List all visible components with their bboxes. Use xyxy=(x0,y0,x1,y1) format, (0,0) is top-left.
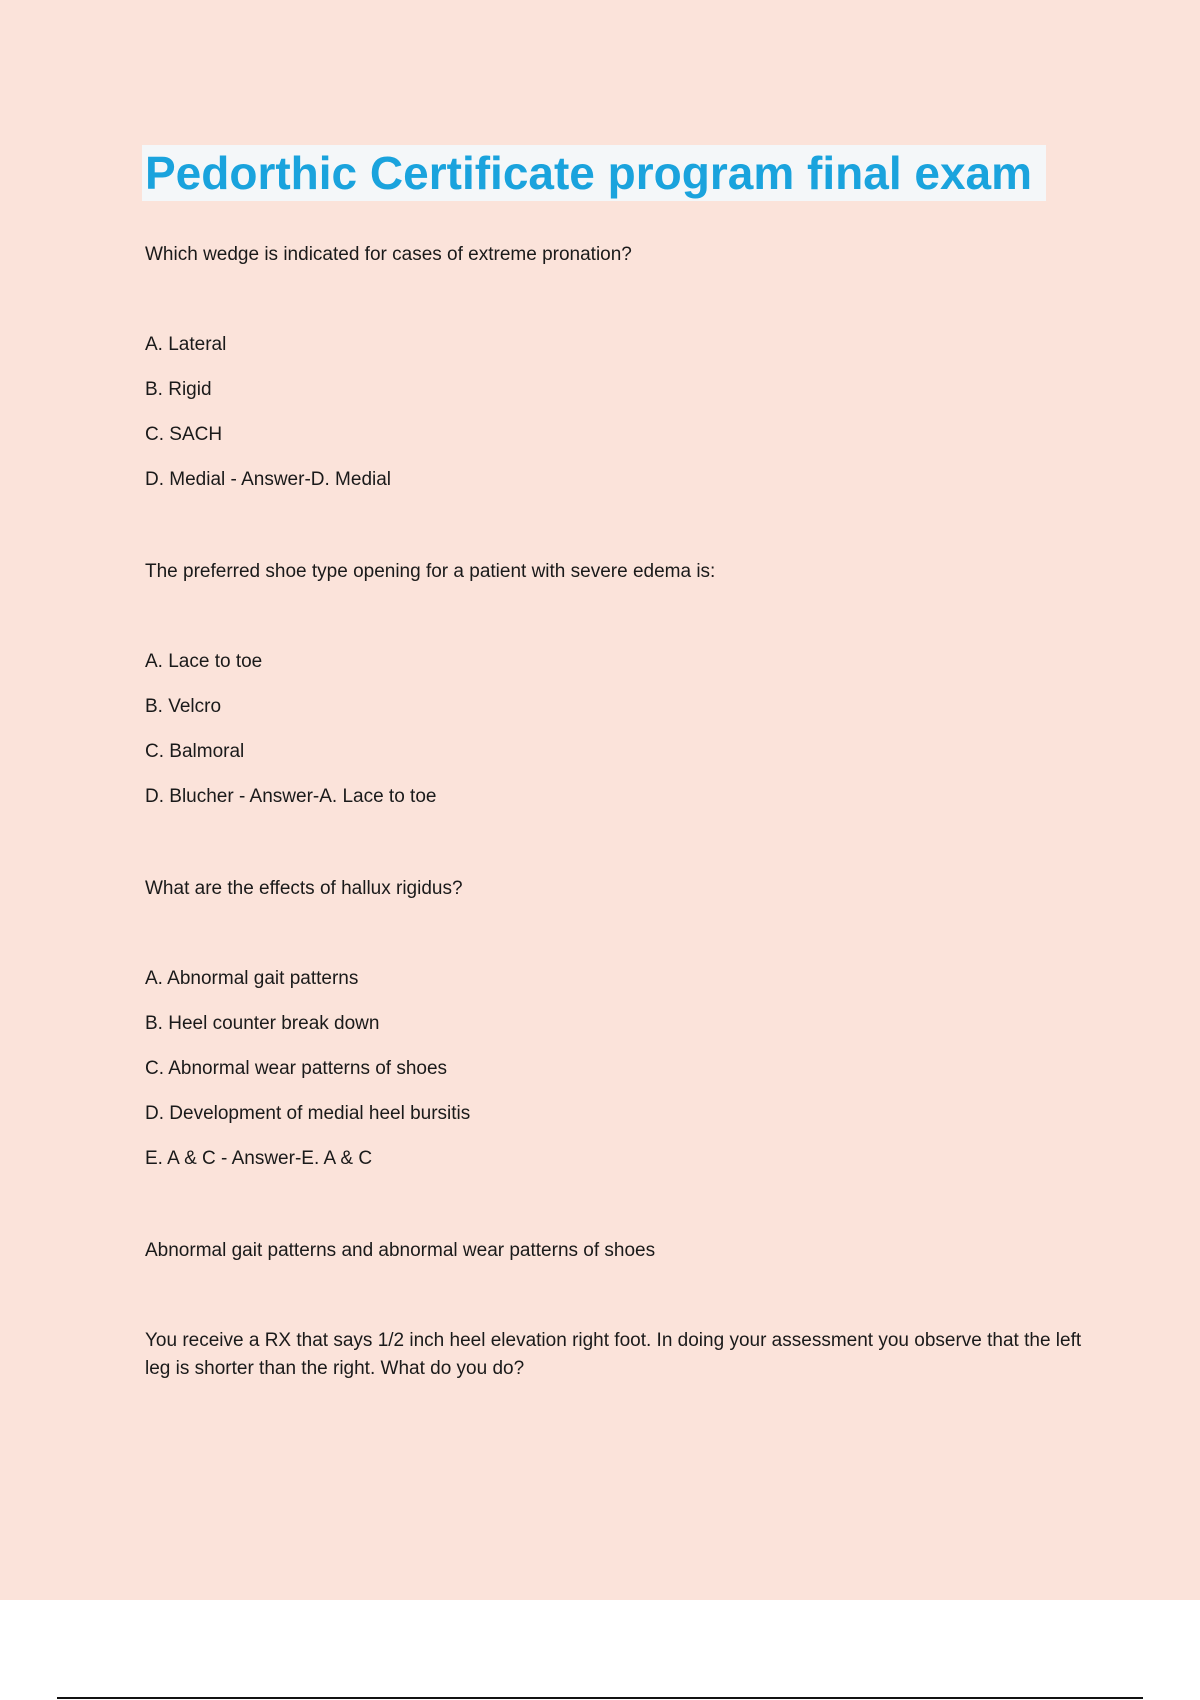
option-d-answer: D. Medial - Answer-D. Medial xyxy=(145,469,392,490)
question-text: You receive a RX that says 1/2 inch heel elevation right foot. In doing your assessment you observe that the left leg is shorter than the right. What do you do? xyxy=(145,1330,1082,1379)
option-a: A. Lace to toe xyxy=(145,651,263,672)
option-c: C. SACH xyxy=(145,424,223,445)
option-d-answer: D. Blucher - Answer-A. Lace to toe xyxy=(145,786,437,807)
option-b: B. Velcro xyxy=(145,696,222,717)
option-b: B. Rigid xyxy=(145,379,212,400)
question-block-4 xyxy=(145,1327,1095,1383)
question-text: What are the effects of hallux rigidus? xyxy=(145,878,463,899)
document-title: Pedorthic Certificate program final exam xyxy=(142,145,1046,201)
document-content xyxy=(145,145,1095,1445)
option-c: C. Abnormal wear patterns of shoes xyxy=(145,1058,448,1079)
option-d: D. Development of medial heel bursitis xyxy=(145,1103,471,1124)
footer-divider xyxy=(57,1697,1143,1699)
question-text: The preferred shoe type opening for a patient with severe edema is: xyxy=(145,561,716,582)
question-block-1 xyxy=(145,241,1095,494)
option-b: B. Heel counter break down xyxy=(145,1013,380,1034)
answer-explanation: Abnormal gait patterns and abnormal wear patterns of shoes xyxy=(145,1240,656,1261)
question-block-2 xyxy=(145,558,1095,811)
question-block-3 xyxy=(145,875,1095,1173)
option-a: A. Abnormal gait patterns xyxy=(145,968,359,989)
question-text: Which wedge is indicated for cases of extreme pronation? xyxy=(145,244,632,265)
option-a: A. Lateral xyxy=(145,334,227,355)
option-e-answer: E. A & C - Answer-E. A & C xyxy=(145,1148,373,1169)
option-c: C. Balmoral xyxy=(145,741,245,762)
